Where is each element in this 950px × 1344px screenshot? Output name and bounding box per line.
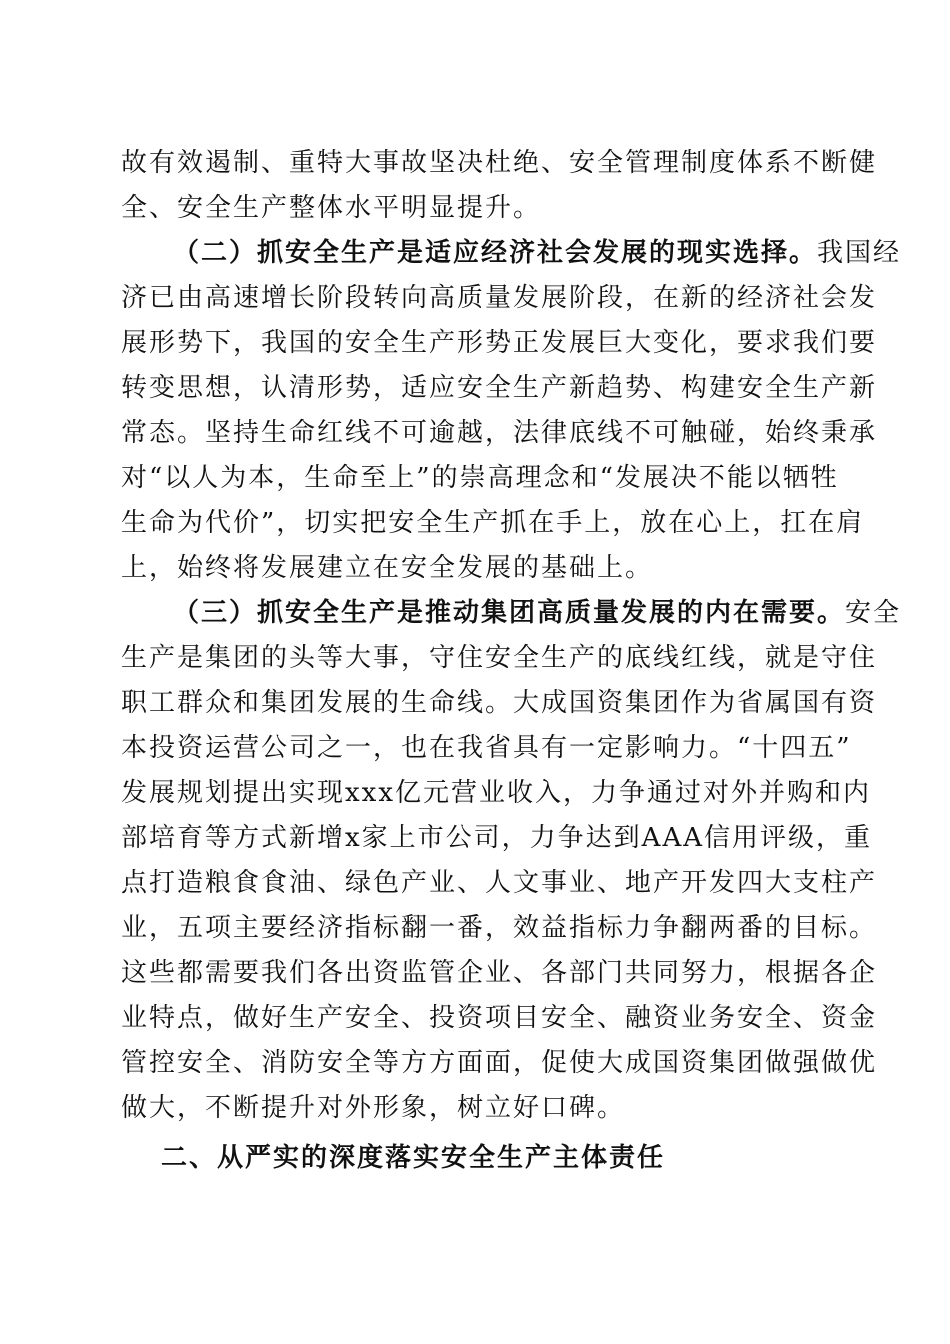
paragraph-line: 职工群众和集团发展的生命线。大成国资集团作为省属国有资 <box>121 688 878 718</box>
paragraph-line: 这些都需要我们各出资监管企业、各部门共同努力，根据各企 <box>121 958 878 988</box>
paragraph-line: 管控安全、消防安全等方方面面，促使大成国资集团做强做优 <box>121 1048 878 1078</box>
paragraph-line: 业，五项主要经济指标翻一番，效益指标力争翻两番的目标。 <box>121 913 878 943</box>
section-lead: （二）抓安全生产是适应经济社会发展的现实选择。 <box>173 238 818 268</box>
paragraph-line: 点打造粮食食油、绿色产业、人文事业、地产开发四大支柱产 <box>121 868 878 898</box>
paragraph-line: 常态。坚持生命红线不可逾越，法律底线不可触碰，始终秉承 <box>121 418 878 448</box>
paragraph-line: 故有效遏制、重特大事故坚决杜绝、安全管理制度体系不断健 <box>121 148 878 178</box>
paragraph-line: 生命为代价”，切实把安全生产抓在手上，放在心上，扛在肩 <box>121 508 865 538</box>
paragraph-line: 展形势下，我国的安全生产形势正发展巨大变化，要求我们要 <box>121 328 878 358</box>
paragraph-line: 全、安全生产整体水平明显提升。 <box>121 193 542 223</box>
paragraph-text: 安全 <box>845 598 902 628</box>
paragraph-line: 上，始终将发展建立在安全发展的基础上。 <box>121 553 654 583</box>
paragraph-line: 业特点，做好生产安全、投资项目安全、融资业务安全、资金 <box>121 1003 878 1033</box>
paragraph-line <box>121 591 902 636</box>
paragraph-line: 对“以人为本，生命至上”的崇高理念和“发展决不能以牺牲 <box>121 463 839 493</box>
paragraph-line: 转变思想，认清形势，适应安全生产新趋势、构建安全生产新 <box>121 373 878 403</box>
section-lead: （三）抓安全生产是推动集团高质量发展的内在需要。 <box>173 598 846 628</box>
paragraph-line: 做大，不断提升对外形象，树立好口碑。 <box>121 1093 626 1123</box>
paragraph-line: 生产是集团的头等大事，守住安全生产的底线红线，就是守住 <box>121 643 878 673</box>
paragraph-line: 发展规划提出实现xxx亿元营业收入，力争通过对外并购和内 <box>121 778 871 808</box>
paragraph-line <box>121 231 902 276</box>
paragraph-line: 部培育等方式新增x家上市公司，力争达到AAA信用评级，重 <box>121 823 872 853</box>
document-body <box>121 141 902 1181</box>
paragraph-text: 我国经 <box>817 238 902 268</box>
paragraph-line: 济已由高速增长阶段转向高质量发展阶段，在新的经济社会发 <box>121 283 878 313</box>
paragraph-line: 本投资运营公司之一，也在我省具有一定影响力。“十四五” <box>121 733 852 763</box>
section-heading: 二、从严实的深度落实安全生产主体责任 <box>161 1143 666 1173</box>
